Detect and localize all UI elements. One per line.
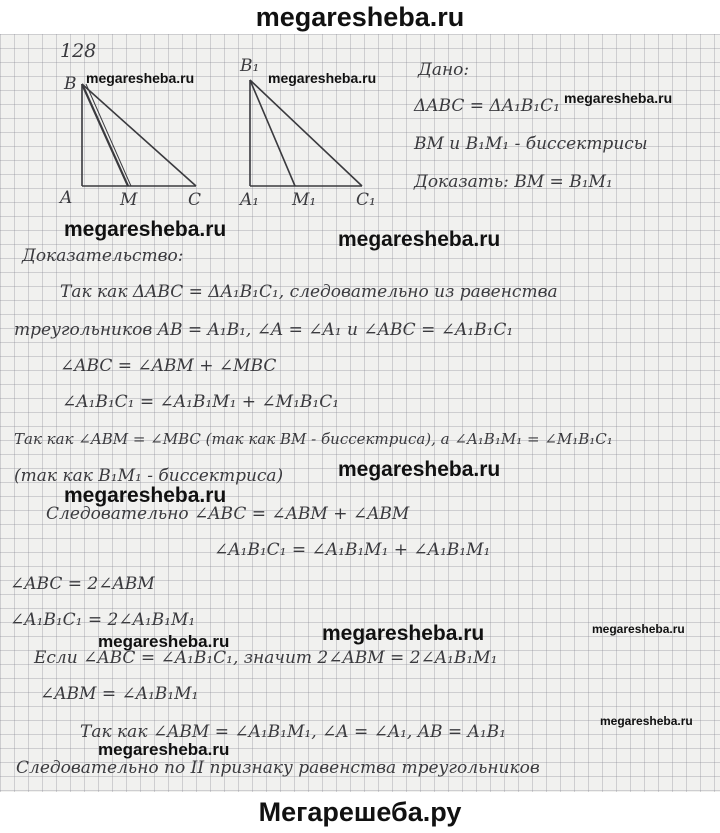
watermark[interactable]: megaresheba.ru [338, 458, 501, 481]
proof-line-1: Так как ΔABC = ΔA₁B₁C₁, следовательно из равенства [60, 282, 558, 302]
proof-line-8: ∠A₁B₁C₁ = ∠A₁B₁M₁ + ∠A₁B₁M₁ [214, 540, 491, 560]
watermark[interactable]: megaresheba.ru [338, 228, 501, 251]
label-m: M [120, 190, 138, 210]
proof-line-9: ∠ABC = 2∠ABM [10, 574, 155, 594]
proof-line-10: ∠A₁B₁C₁ = 2∠A₁B₁M₁ [10, 610, 196, 630]
problem-number: 128 [60, 40, 97, 62]
watermark[interactable]: megaresheba.ru [564, 90, 673, 106]
label-c: C [188, 190, 202, 210]
label-a1: A₁ [240, 190, 260, 210]
proof-line-3: ∠ABC = ∠ABM + ∠MBC [60, 356, 277, 376]
proof-line-4: ∠A₁B₁C₁ = ∠A₁B₁M₁ + ∠M₁B₁C₁ [62, 392, 340, 412]
watermark[interactable]: megaresheba.ru [64, 218, 227, 241]
bisector-bm-trace [86, 84, 131, 186]
proof-line-7: Следовательно ∠ABC = ∠ABM + ∠ABM [46, 504, 410, 524]
label-m1: M₁ [292, 190, 317, 210]
proof-heading: Доказательство: [22, 246, 184, 266]
given-line-1: ΔABC = ΔA₁B₁C₁ [414, 96, 560, 116]
proof-line-13: Так как ∠ABM = ∠A₁B₁M₁, ∠A = ∠A₁, AB = A₁B₁ [80, 722, 506, 742]
site-banner-bottom[interactable]: Мегарешеба.ру [0, 792, 720, 833]
watermark[interactable]: megaresheba.ru [98, 740, 230, 759]
triangle-a1b1c1 [250, 80, 362, 186]
watermark[interactable]: megaresheba.ru [98, 632, 230, 651]
watermark[interactable]: megaresheba.ru [86, 70, 195, 86]
bisector-b1m1 [250, 80, 295, 186]
proof-line-12: ∠ABM = ∠A₁B₁M₁ [40, 684, 199, 704]
label-b: B [64, 74, 77, 94]
label-c1: C₁ [356, 190, 376, 210]
given-line-3: Доказать: BM = B₁M₁ [414, 172, 613, 192]
label-a: A [60, 188, 73, 208]
watermark[interactable]: megaresheba.ru [268, 70, 377, 86]
bisector-bm [82, 84, 128, 186]
site-banner-top[interactable]: megaresheba.ru [0, 0, 720, 34]
proof-line-2: треугольников AB = A₁B₁, ∠A = ∠A₁ и ∠ABC = ∠A₁B₁C₁ [14, 320, 514, 340]
proof-line-14: Следовательно по II признаку равенства треугольников [16, 758, 540, 778]
side-b1c1 [250, 80, 362, 186]
triangle-abc [82, 84, 196, 186]
watermark[interactable]: megaresheba.ru [600, 714, 693, 728]
watermark[interactable]: megaresheba.ru [592, 622, 685, 636]
watermark[interactable]: megaresheba.ru [322, 622, 485, 645]
watermark[interactable]: megaresheba.ru [64, 484, 227, 507]
proof-line-6: (так как B₁M₁ - биссектриса) [14, 466, 284, 486]
proof-line-5: Так как ∠ABM = ∠MBC (так как BM - биссектриса), а ∠A₁B₁M₁ = ∠M₁B₁C₁ [14, 430, 613, 448]
given-line-2: BM и B₁M₁ - биссектрисы [414, 134, 648, 154]
given-heading: Дано: [418, 60, 470, 80]
label-b1: B₁ [240, 56, 260, 76]
side-bc [82, 84, 196, 186]
proof-line-11: Если ∠ABC = ∠A₁B₁C₁, значит 2∠ABM = 2∠A₁B₁M₁ [34, 648, 498, 668]
